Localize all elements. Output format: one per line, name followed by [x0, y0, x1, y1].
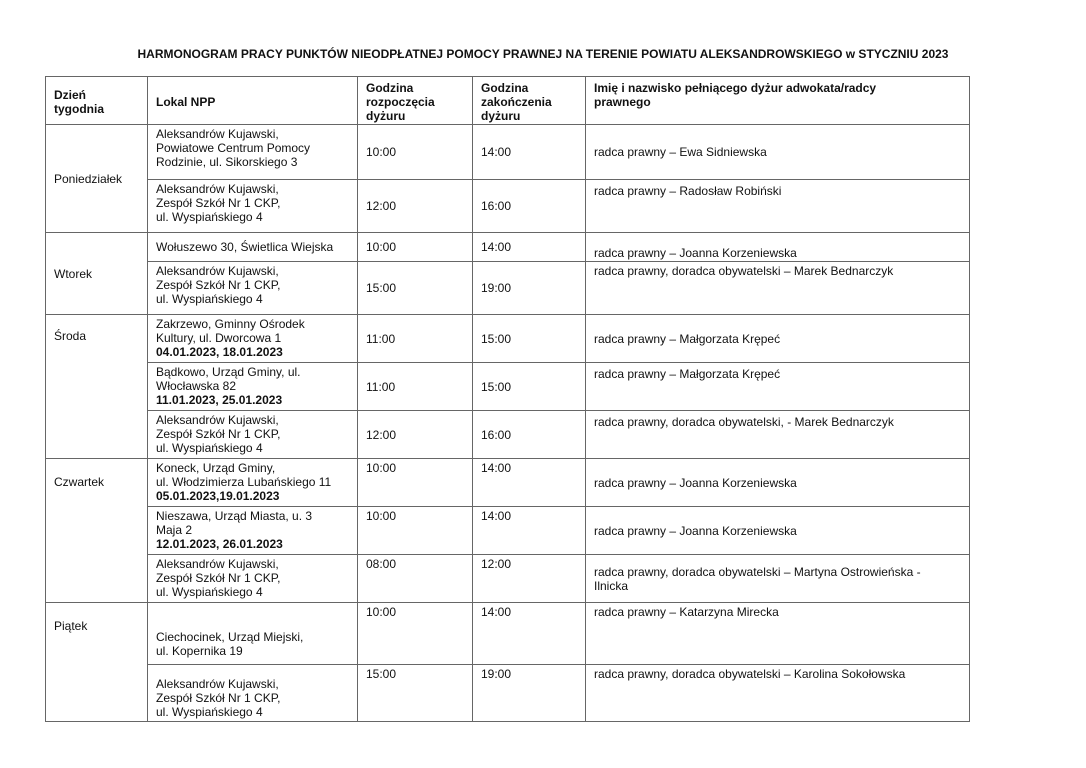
- start-time: 10:00: [358, 603, 473, 665]
- person-cell: radca prawny, doradca obywatelski – Martyna Ostrowieńska - Ilnicka: [586, 555, 970, 603]
- location-cell: Koneck, Urząd Gminy, ul. Włodzimierza Lubańskiego 11 05.01.2023,19.01.2023: [148, 459, 358, 507]
- end-time: 15:00: [473, 315, 586, 363]
- person-cell: radca prawny – Ewa Sidniewska: [586, 125, 970, 180]
- person-cell: radca prawny, doradca obywatelski – Karolina Sokołowska: [586, 665, 970, 722]
- location-cell: Aleksandrów Kujawski, Zespół Szkół Nr 1 CKP, ul. Wyspiańskiego 4: [148, 665, 358, 722]
- location-cell: Aleksandrów Kujawski, Zespół Szkół Nr 1 CKP, ul. Wyspiańskiego 4: [148, 555, 358, 603]
- start-time: 15:00: [358, 665, 473, 722]
- person-cell: radca prawny – Joanna Korzeniewska: [586, 459, 970, 507]
- location-cell: Aleksandrów Kujawski, Zespół Szkół Nr 1 CKP, ul. Wyspiańskiego 4: [148, 411, 358, 459]
- location-cell: Zakrzewo, Gminny Ośrodek Kultury, ul. Dworcowa 1 04.01.2023, 18.01.2023: [148, 315, 358, 363]
- location-cell: Aleksandrów Kujawski, Zespół Szkół Nr 1 CKP, ul. Wyspiańskiego 4: [148, 180, 358, 233]
- end-time: 16:00: [473, 180, 586, 233]
- person-cell: radca prawny – Joanna Korzeniewska: [586, 507, 970, 555]
- day-cell-friday: Piątek: [46, 603, 148, 722]
- end-time: 14:00: [473, 459, 586, 507]
- start-time: 10:00: [358, 233, 473, 262]
- header-person: Imię i nazwisko pełniącego dyżur adwokata/radcy prawnego: [586, 77, 970, 125]
- table-row: [46, 363, 970, 411]
- location-cell: Aleksandrów Kujawski, Powiatowe Centrum Pomocy Rodzinie, ul. Sikorskiego 3: [148, 125, 358, 180]
- person-cell: radca prawny – Małgorzata Krępeć: [586, 363, 970, 411]
- table-row: [46, 411, 970, 459]
- end-time: 14:00: [473, 603, 586, 665]
- end-time: 19:00: [473, 262, 586, 315]
- document-title: HARMONOGRAM PRACY PUNKTÓW NIEODPŁATNEJ POMOCY PRAWNEJ NA TERENIE POWIATU ALEKSANDROWSKIEGO w STYCZNIU 2023: [137, 47, 949, 61]
- person-cell: radca prawny – Katarzyna Mirecka: [586, 603, 970, 665]
- person-cell: radca prawny, doradca obywatelski – Marek Bednarczyk: [586, 262, 970, 315]
- header-location: Lokal NPP: [148, 77, 358, 125]
- table-row: [46, 555, 970, 603]
- start-time: 10:00: [358, 125, 473, 180]
- table-row: [46, 233, 970, 262]
- end-time: 12:00: [473, 555, 586, 603]
- end-time: 16:00: [473, 411, 586, 459]
- location-cell: Ciechocinek, Urząd Miejski, ul. Kopernika 19: [148, 603, 358, 665]
- table-row: [46, 459, 970, 507]
- header-day: Dzień tygodnia: [46, 77, 148, 125]
- location-cell: Aleksandrów Kujawski, Zespół Szkół Nr 1 CKP, ul. Wyspiańskiego 4: [148, 262, 358, 315]
- start-time: 11:00: [358, 315, 473, 363]
- location-cell: Wołuszewo 30, Świetlica Wiejska: [148, 233, 358, 262]
- table-row: [46, 315, 970, 363]
- start-time: 11:00: [358, 363, 473, 411]
- person-cell: radca prawny – Joanna Korzeniewska: [586, 233, 970, 262]
- end-time: 15:00: [473, 363, 586, 411]
- day-cell-monday: Poniedziałek: [46, 125, 148, 233]
- header-start: Godzina rozpoczęcia dyżuru: [358, 77, 473, 125]
- day-cell-thursday: Czwartek: [46, 459, 148, 603]
- start-time: 10:00: [358, 507, 473, 555]
- start-time: 12:00: [358, 180, 473, 233]
- end-time: 14:00: [473, 233, 586, 262]
- table-row: [46, 180, 970, 233]
- table-row: [46, 603, 970, 665]
- end-time: 14:00: [473, 507, 586, 555]
- header-row: [46, 77, 970, 125]
- location-cell: Bądkowo, Urząd Gminy, ul. Włocławska 82 11.01.2023, 25.01.2023: [148, 363, 358, 411]
- location-cell: Nieszawa, Urząd Miasta, u. 3 Maja 2 12.01.2023, 26.01.2023: [148, 507, 358, 555]
- table-row: [46, 665, 970, 722]
- header-end: Godzina zakończenia dyżuru: [473, 77, 586, 125]
- table-row: [46, 507, 970, 555]
- schedule-table: [45, 76, 970, 722]
- end-time: 19:00: [473, 665, 586, 722]
- start-time: 12:00: [358, 411, 473, 459]
- table-row: [46, 262, 970, 315]
- start-time: 10:00: [358, 459, 473, 507]
- start-time: 15:00: [358, 262, 473, 315]
- person-cell: radca prawny – Radosław Robiński: [586, 180, 970, 233]
- day-cell-tuesday: Wtorek: [46, 233, 148, 315]
- end-time: 14:00: [473, 125, 586, 180]
- person-cell: radca prawny, doradca obywatelski, - Marek Bednarczyk: [586, 411, 970, 459]
- person-cell: radca prawny – Małgorzata Krępeć: [586, 315, 970, 363]
- day-cell-wednesday: Środa: [46, 315, 148, 459]
- table-row: [46, 125, 970, 180]
- start-time: 08:00: [358, 555, 473, 603]
